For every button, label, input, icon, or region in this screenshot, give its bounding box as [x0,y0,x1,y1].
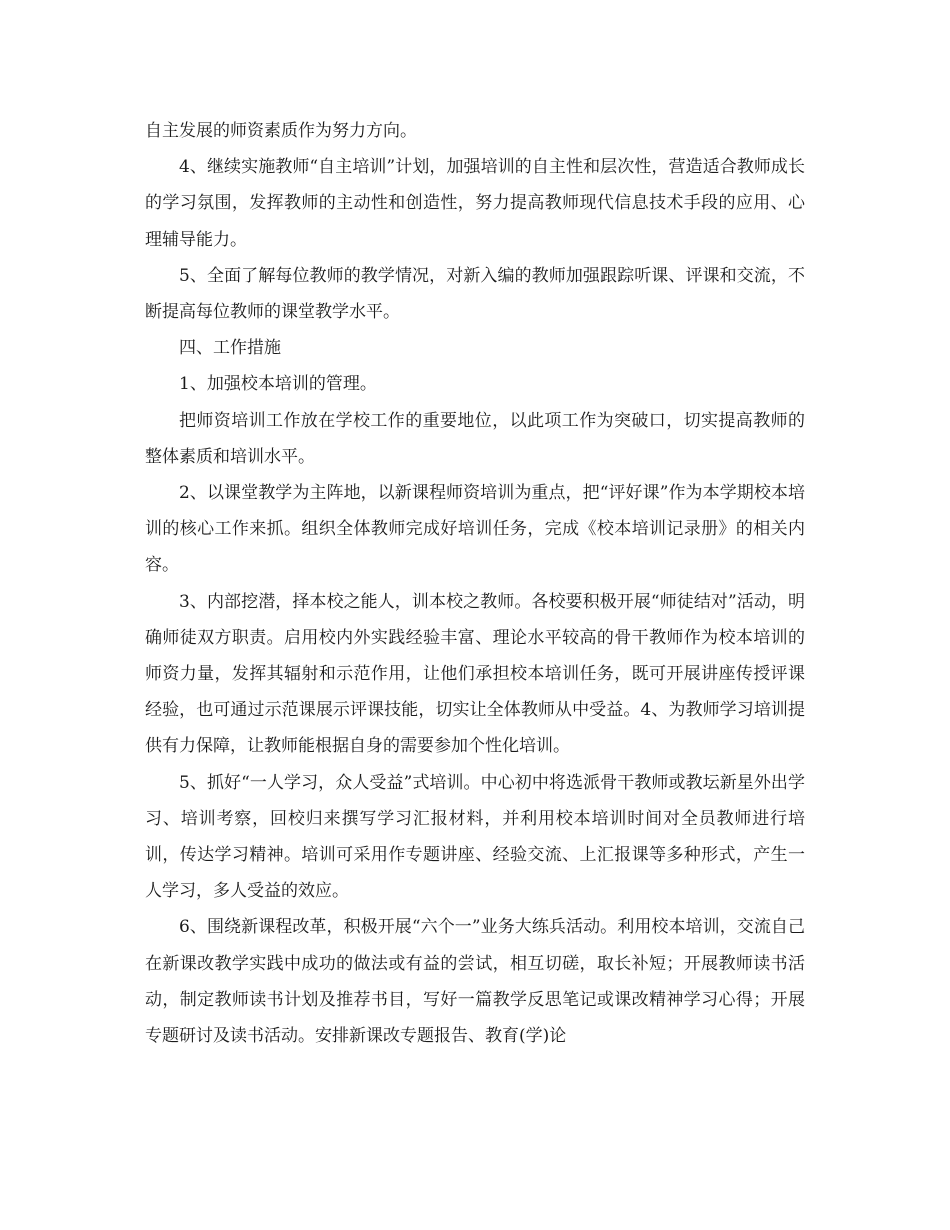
measure-item-5: 5、抓好“一人学习，众人受益”式培训。中心初中将选派骨干教师或教坛新星外出学习、培训考察，回校归来撰写学习汇报材料，并利用校本培训时间对全员教师进行培训，传达学习精神。培训可采用作专题讲座、经验交流、上汇报课等多种形式，产生一人学习，多人受益的效应。 [145,772,805,902]
measure-item-1: 1、加强校本培训的管理。 [179,374,377,395]
paragraph-continuation: 自主发展的师资素质作为努力方向。 [145,121,417,141]
paragraph-item-5: 5、全面了解每位教师的教学情况，对新入编的教师加强跟踪听课、评课和交流，不断提高每位教师的课堂教学水平。 [145,265,805,323]
measure-item-3: 3、内部挖潜，择本校之能人，训本校之教师。各校要积极开展“师徒结对”活动，明确师徒双方职责。启用校内外实践经验丰富、理论水平较高的骨干教师作为校本培训的师资力量，发挥其辐射和示范作用，让他们承担校本培训任务，既可开展讲座传授评课经验，也可通过示范课展示评课技能，切实让全体教师从中受益。4、为教师学习培训提供有力保障，让教师能根据自身的需要参加个性化培训。 [145,591,805,757]
paragraph-item-4: 4、继续实施教师“自主培训”计划，加强培训的自主性和层次性，营造适合教师成长的学习氛围，发挥教师的主动性和创造性，努力提高教师现代信息技术手段的应用、心理辅导能力。 [145,157,805,250]
measure-item-1-detail: 把师资培训工作放在学校工作的重要地位，以此项工作为突破口，切实提高教师的整体素质和培训水平。 [145,410,805,467]
document-body [145,113,805,1054]
measure-item-6: 6、围绕新课程改革，积极开展“六个一”业务大练兵活动。利用校本培训，交流自己在新课改教学实践中成功的做法或有益的尝试，相互切磋，取长补短；开展教师读书活动，制定教师读书计划及推荐书目，写好一篇教学反思笔记或课改精神学习心得；开展专题研讨及读书活动。安排新课改专题报告、教育(学)论 [145,917,805,1047]
measure-item-2: 2、以课堂教学为主阵地，以新课程师资培训为重点，把“评好课”作为本学期校本培训的核心工作来抓。组织全体教师完成好培训任务，完成《校本培训记录册》的相关内容。 [145,483,805,576]
section-heading-measures: 四、工作措施 [179,338,281,359]
